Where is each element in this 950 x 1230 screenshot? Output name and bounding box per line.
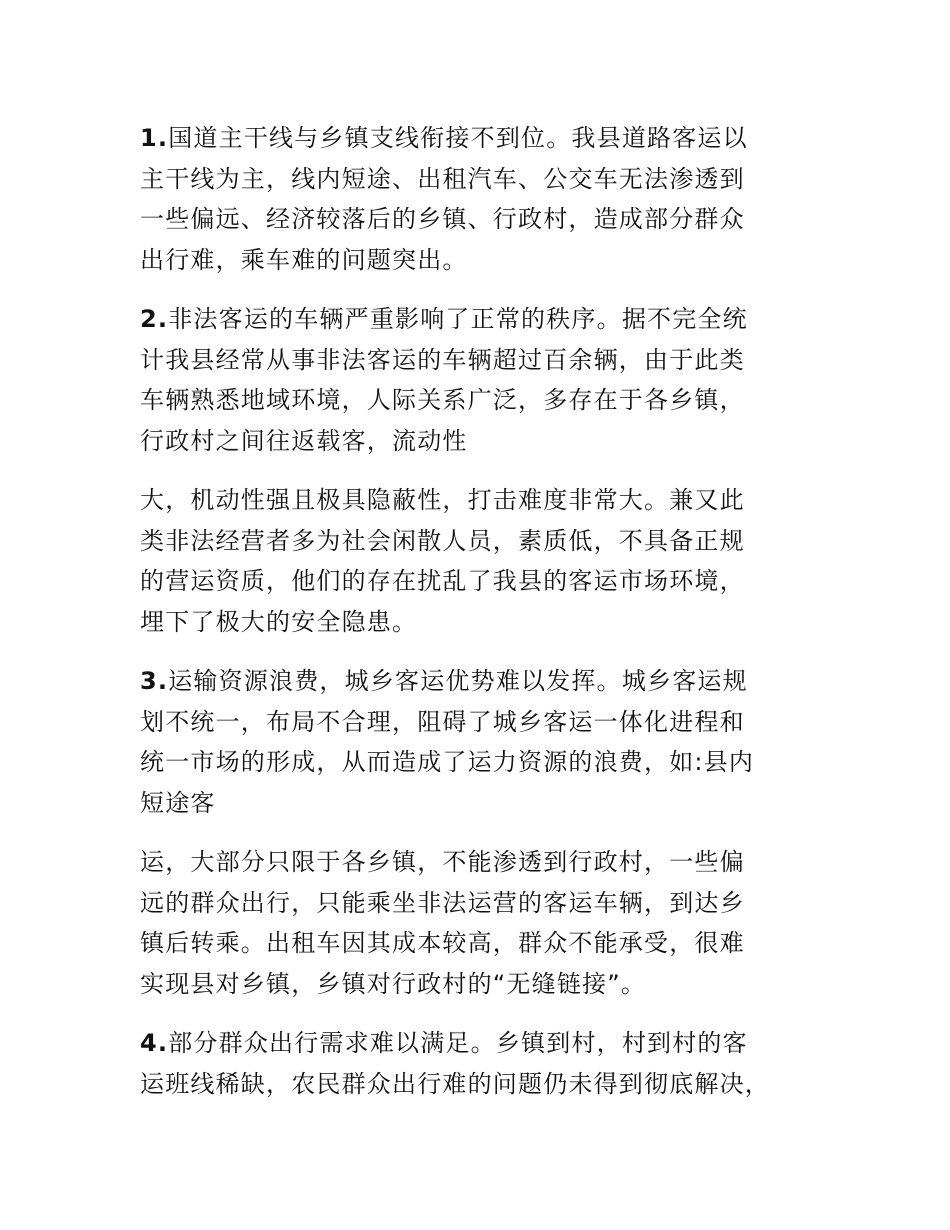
text-line: 主干线为主，线内短途、出租汽车、公交车无法渗透到 [140,164,745,193]
text-line: 远的群众出行，只能乘坐非法运营的客运车辆，到达乡 [140,888,745,917]
text-line: 实现县对乡镇，乡镇对行政村的“无缝链接”。 [140,969,647,998]
text-line: 1.国道主干线与乡镇支线衔接不到位。我县道路客运以 [140,124,748,152]
text-line: 运，大部分只限于各乡镇，不能渗透到行政村，一些偏 [140,848,745,876]
text-line: 划不统一，布局不合理，阻碍了城乡客运一体化进程和 [140,707,745,736]
text-line: 的营运资质，他们的存在扰乱了我县的客运市场环境， [140,567,745,595]
paragraph-number: 3. [140,667,169,695]
text-line: 车辆熟悉地域环境，人际关系广泛，多存在于各乡镇， [140,386,745,414]
text-line: 2.非法客运的车辆严重影响了正常的秩序。据不完全统 [140,305,748,333]
paragraph-number: 4. [140,1029,169,1057]
text-line: 计我县经常从事非法客运的车辆超过百余辆，由于此类 [140,345,745,374]
paragraph-3 [140,661,820,823]
paragraph-number: 2. [140,305,169,333]
paragraph-2 [140,299,820,461]
paragraph-4 [140,1023,820,1104]
text-line: 统一市场的形成，从而造成了运力资源的浪费，如:县内 [140,748,755,776]
text-line: 短途客 [140,788,216,817]
text-line: 4.部分群众出行需求难以满足。乡镇到村，村到村的客 [140,1029,748,1057]
paragraph-2-continued [140,480,820,642]
text-line: 3.运输资源浪费，城乡客运优势难以发挥。城乡客运规 [140,667,748,695]
text-line: 一些偏远、经济较落后的乡镇、行政村，造成部分群众 [140,205,745,233]
paragraph-number: 1. [140,124,169,152]
text-line: 出行难，乘车难的问题突出。 [140,245,468,274]
text-line: 埋下了极大的安全隐患。 [140,607,418,636]
text-line: 镇后转乘。出租车因其成本较高，群众不能承受，很难 [140,929,745,957]
paragraph-3-continued [140,842,820,1004]
text-line: 类非法经营者多为社会闲散人员，素质低，不具备正规 [140,526,745,555]
text-line: 运班线稀缺，农民群众出行难的问题仍未得到彻底解决， [140,1069,770,1098]
paragraph-1 [140,118,820,280]
text-line: 大，机动性强且极具隐蔽性，打击难度非常大。兼又此 [140,486,745,514]
text-line: 行政村之间往返载客，流动性 [140,426,468,455]
